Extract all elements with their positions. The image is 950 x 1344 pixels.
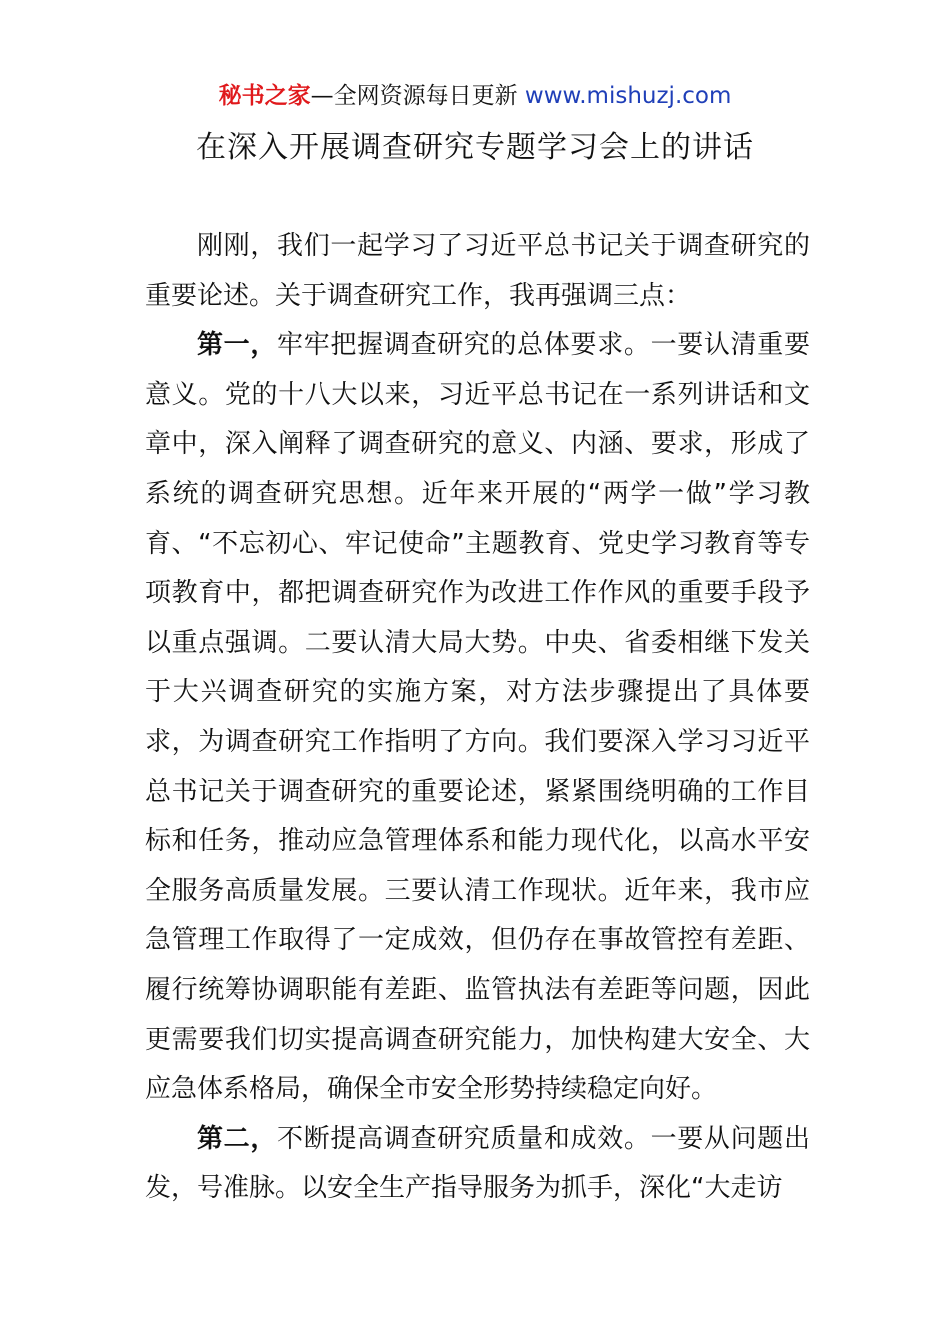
document-title: 在深入开展调查研究专题学习会上的讲话 (196, 130, 754, 165)
site-header (0, 80, 950, 112)
paragraph-first-point (145, 321, 810, 1115)
site-tagline: —全网资源每日更新 (310, 83, 518, 109)
paragraph-text: 不断提高调查研究质量和成效。一要从问题出发，号准脉。以安全生产指导服务为抓手，深化“大走访 (145, 1123, 810, 1204)
brand-name: 秘书之家 (218, 83, 311, 109)
paragraph-lead: 第二， (197, 1123, 278, 1154)
site-url-link[interactable]: www.mishuzj.com (524, 83, 732, 109)
paragraph-intro (145, 222, 810, 321)
paragraph-lead: 第一， (197, 330, 278, 361)
paragraph-text: 刚刚，我们一起学习了习近平总书记关于调查研究的重要论述。关于调查研究工作，我再强调三点： (145, 231, 810, 311)
paragraph-second-point (145, 1115, 810, 1214)
paragraph-text: 牢牢把握调查研究的总体要求。一要认清重要意义。党的十八大以来，习近平总书记在一系列讲话和文章中，深入阐释了调查研究的意义、内涵、要求，形成了系统的调查研究思想。近年来开展的“两学一做”学习教育、“不忘初心、牢记使命”主题教育、党史学习教育等专项教育中，都把调查研究作为改进工作作风的重要手段予以重点强调。二要认清大局大势。中央、省委相继下发关于大兴调查研究的实施方案，对方法步骤提出了具体要求，为调查研究工作指明了方向。我们要深入学习习近平总书记关于调查研究的重要论述，紧紧围绕明确的工作目标和任务，推动应急管理体系和能力现代化，以高水平安全服务高质量发展。三要认清工作现状。近年来，我市应急管理工作取得了一定成效，但仍存在事故管控有差距、履行统筹协调职能有差距、监管执法有差距等问题，因此更需要我们切实提高调查研究能力，加快构建大安全、大应急体系格局，确保全市安全形势持续稳定向好。 (145, 330, 810, 1105)
document-body (145, 222, 810, 1214)
